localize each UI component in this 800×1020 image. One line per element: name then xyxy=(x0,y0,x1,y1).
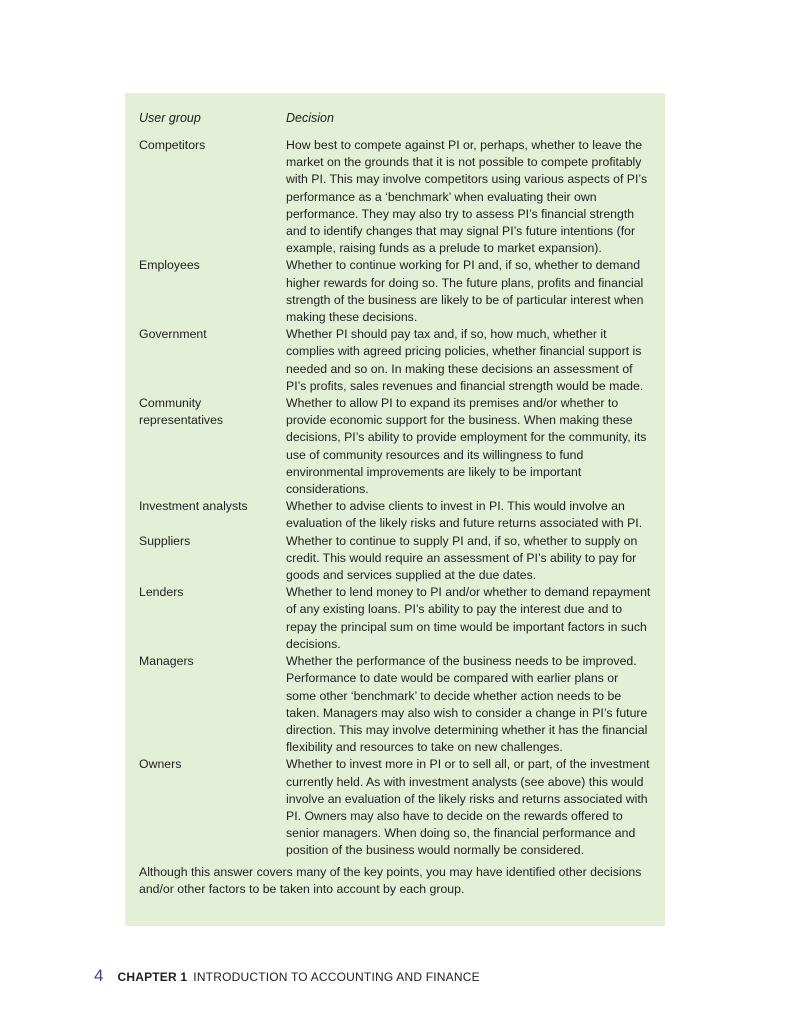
row-decision: Whether PI should pay tax and, if so, how much, whether it complies with agreed pricing policies, whether financial support is needed and so on. In making these decisions an assessment of PI’s profits, sales revenues and financial strength would be made. xyxy=(286,327,644,393)
page-number: 4 xyxy=(94,966,104,985)
header-decision: Decision xyxy=(286,111,334,125)
row-user-group: Lenders xyxy=(139,585,184,600)
table-row xyxy=(139,533,651,585)
table-row xyxy=(139,137,651,257)
row-decision: Whether to invest more in PI or to sell all, or part, of the investment currently held. As with investment analysts (see above) this would involve an evaluation of the likely risks and returns associated with PI. Owners may also have to decide on the rewards offered to senior managers. When doing so, the financial performance and position of the business would normally be considered. xyxy=(286,757,650,858)
row-user-group: Government xyxy=(139,327,207,342)
row-decision: Whether to lend money to PI and/or whether to demand repayment of any existing loans. PI’s ability to pay the interest due and to repay the principal sum on time would be important factors in such decisions. xyxy=(286,585,651,651)
header-user-group: User group xyxy=(139,111,201,125)
answer-panel xyxy=(125,93,665,926)
row-decision: Whether to advise clients to invest in PI. This would involve an evaluation of the likely risks and future returns associated with PI. xyxy=(286,499,643,531)
page-footer xyxy=(94,966,480,986)
row-decision: Whether the performance of the business needs to be improved. Performance to date would be compared with earlier plans or some other ‘benchmark’ to decide whether action needs to be taken. Managers may also wish to consider a change in PI’s future direction. This may involve determining whether it has the financial flexibility and resources to take on new challenges. xyxy=(286,654,648,755)
row-user-group: Investment analysts xyxy=(139,499,248,514)
row-user-group: Competitors xyxy=(139,138,206,152)
row-decision: Whether to allow PI to expand its premises and/or whether to provide economic support for the business. When making these decisions, PI’s ability to provide employment for the community, its use of community resources and its willingness to fund environmental improvements are likely to be important considerations. xyxy=(286,396,647,497)
row-user-group: Managers xyxy=(139,654,194,669)
table-row xyxy=(139,653,651,756)
row-decision: How best to compete against PI or, perhaps, whether to leave the market on the grounds that it is not possible to compete profitably with PI. This may involve competitors using various aspects of PI’s performance as a ‘benchmark’ when evaluating their own performance. They may also try to assess PI’s financial strength and to identify changes that may signal PI’s future intentions (for example, raising funds as a prelude to market expansion). xyxy=(286,138,648,256)
table-row xyxy=(139,756,651,859)
row-user-group: Suppliers xyxy=(139,533,191,548)
row-user-group: Owners xyxy=(139,757,182,772)
row-decision: Whether to continue to supply PI and, if so, whether to supply on credit. This would require an assessment of PI’s ability to pay for goods and services supplied at the due dates. xyxy=(286,533,638,583)
answer-footnote: Although this answer covers many of the key points, you may have identified other decisions and/or other factors to be taken into account by each group. xyxy=(139,864,642,897)
table-row xyxy=(139,395,651,498)
row-user-group: Community representatives xyxy=(139,396,224,428)
chapter-label: CHAPTER 1 xyxy=(117,970,188,984)
row-decision: Whether to continue working for PI and, if so, whether to demand higher rewards for doing so. The future plans, profits and financial strength of the business are likely to be of particular interest when making these decisions. xyxy=(286,258,644,325)
row-user-group: Employees xyxy=(139,258,200,273)
table-header xyxy=(139,110,651,126)
table-row xyxy=(139,498,651,532)
table-row xyxy=(139,326,651,395)
table-row xyxy=(139,584,651,653)
table-row xyxy=(139,257,651,326)
chapter-title: INTRODUCTION TO ACCOUNTING AND FINANCE xyxy=(193,970,480,984)
